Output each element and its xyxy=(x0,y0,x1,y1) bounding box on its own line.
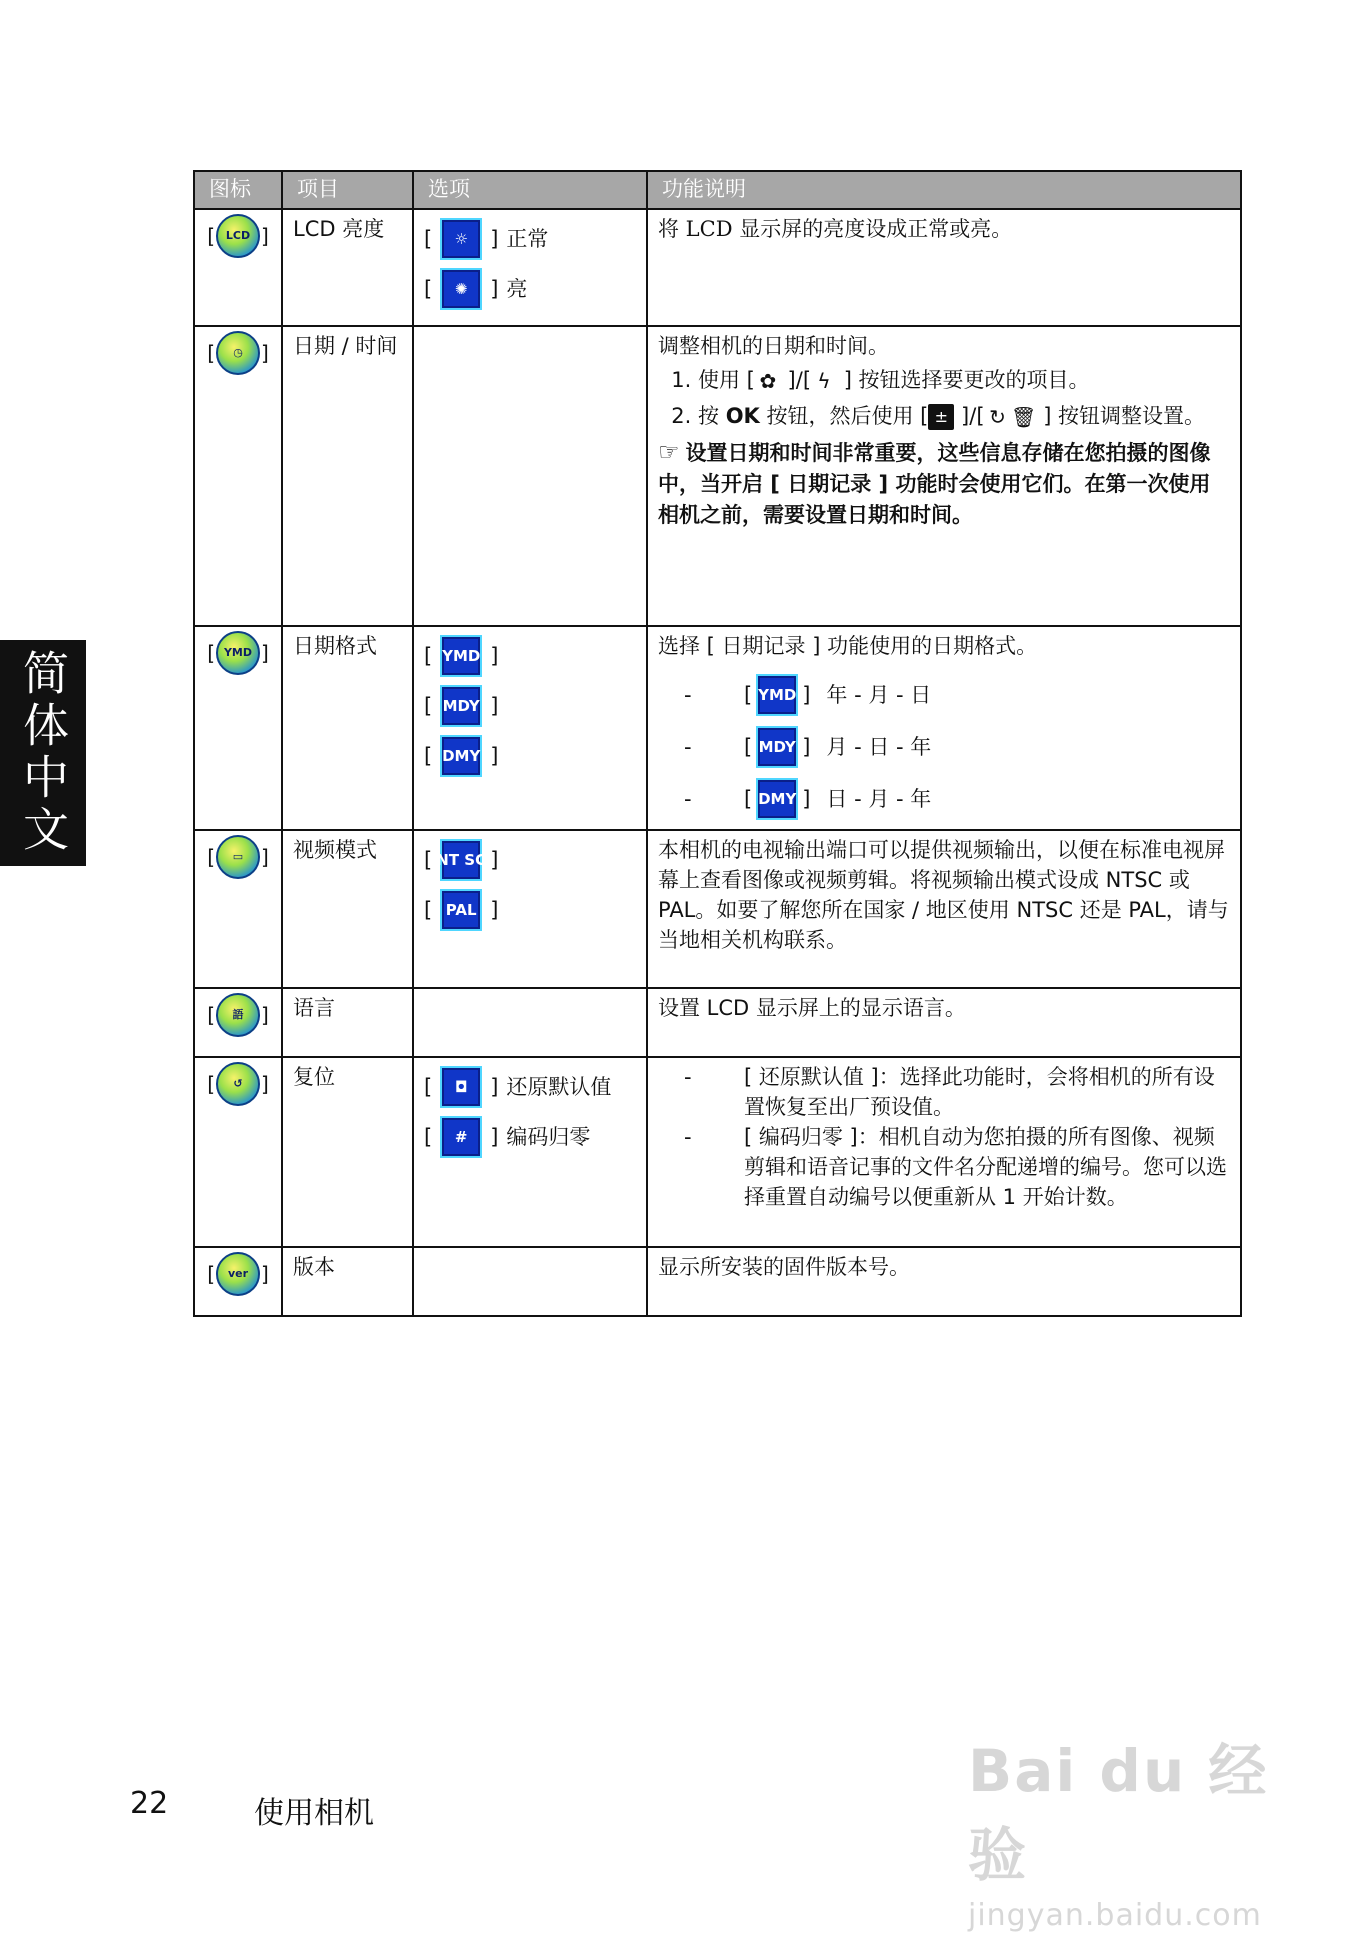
pal-icon: PAL xyxy=(440,889,482,931)
icon-cell: [ LCD ] xyxy=(194,209,282,326)
watermark-url: jingyan.baidu.com xyxy=(968,1898,1262,1933)
dmy-icon: DMY xyxy=(756,778,798,820)
icon-cell: [ YMD ] xyxy=(194,626,282,830)
date-format-icon: YMD xyxy=(216,631,260,675)
version-icon: ver xyxy=(216,1252,260,1296)
item-name: LCD 亮度 xyxy=(282,209,413,326)
description-text: 本相机的电视输出端口可以提供视频输出，以便在标准电视屏幕上查看图像或视频剪辑。将视频输出模式设成 NTSC 或 PAL。如要了解您所在国家 / 地区使用 NTSC 还是 PAL，请与当地相关机构联系。 xyxy=(658,838,1229,952)
icon-cell: [ ver ] xyxy=(194,1247,282,1316)
icon-cell: [ ◷ ] xyxy=(194,326,282,626)
item-name: 日期 / 时间 xyxy=(282,326,413,626)
chapter-title: 使用相机 xyxy=(254,1796,374,1831)
step-1: 1. 使用 [ ✿ ]/[ ϟ ] 按钮选择要更改的项目。 xyxy=(698,365,1230,395)
exposure-icon: ± xyxy=(928,404,954,430)
ntsc-icon: NT SC xyxy=(440,839,482,881)
date-time-icon: ◷ xyxy=(216,331,260,375)
option-bright: [ ✺ ] 亮 xyxy=(424,264,636,314)
pointing-hand-icon: ☞ xyxy=(658,438,680,466)
reset-icon: ↺ xyxy=(216,1062,260,1106)
options-cell xyxy=(413,988,647,1057)
list-item: - [ 编码归零 ]：相机自动为您拍摄的所有图像、视频剪辑和语音记事的文件名分配递增的编号。您可以选择重置自动编号以便重新从 1 开始计数。 xyxy=(684,1125,1227,1209)
options-cell xyxy=(413,830,647,988)
item-name: 版本 xyxy=(282,1247,413,1316)
header-description: 功能说明 xyxy=(647,171,1241,209)
description-cell xyxy=(647,988,1241,1057)
option-normal: [ ☼ ] 正常 xyxy=(424,214,636,264)
table-row-reset xyxy=(194,1057,1241,1247)
header-icon: 图标 xyxy=(194,171,282,209)
settings-table xyxy=(193,170,1242,1317)
brightness-normal-icon: ☼ xyxy=(440,218,482,260)
icon-cell: [ ↺ ] xyxy=(194,1057,282,1247)
mdy-icon: MDY xyxy=(756,726,798,768)
item-name: 视频模式 xyxy=(282,830,413,988)
note-text: ☞ 设置日期和时间非常重要，这些信息存储在您拍摄的图像中，当开启 [ 日期记录 ] 功能时会使用它们。在第一次使用相机之前，需要设置日期和时间。 xyxy=(658,438,1211,527)
language-side-tab: 简体中文 xyxy=(0,640,86,866)
table-row-video-mode xyxy=(194,830,1241,988)
table-header-row xyxy=(194,171,1241,209)
option-dmy: [ DMY ] xyxy=(424,731,636,781)
list-item: - [ 还原默认值 ]：选择此功能时，会将相机的所有设置恢复至出厂预设值。 xyxy=(684,1065,1215,1119)
description-text: 将 LCD 显示屏的亮度设成正常或亮。 xyxy=(658,217,1013,241)
lcd-brightness-icon: LCD xyxy=(216,214,260,258)
description-cell xyxy=(647,1057,1241,1247)
restore-defaults-icon: ◘ xyxy=(440,1066,482,1108)
options-cell xyxy=(413,1057,647,1247)
dmy-icon: DMY xyxy=(440,735,482,777)
header-options: 选项 xyxy=(413,171,647,209)
icon-cell: [ 語 ] xyxy=(194,988,282,1057)
list-item: - [ YMD ] 年 - 月 - 日 xyxy=(658,669,1230,721)
table-row-date-time xyxy=(194,326,1241,626)
option-mdy: [ MDY ] xyxy=(424,681,636,731)
table-row-lcd-brightness xyxy=(194,209,1241,326)
list-item: - [ DMY ] 日 - 月 - 年 xyxy=(658,773,1230,825)
mdy-icon: MDY xyxy=(440,685,482,727)
description-cell xyxy=(647,209,1241,326)
steps-list xyxy=(658,365,1230,431)
macro-flower-icon: ✿ xyxy=(759,369,777,393)
option-label: 编码归零 xyxy=(506,1125,591,1149)
item-name: 复位 xyxy=(282,1057,413,1247)
description-text: 调整相机的日期和时间。 xyxy=(658,334,889,358)
number-reset-icon: # xyxy=(440,1116,482,1158)
option-ntsc: [ NT SC ] xyxy=(424,835,636,885)
options-cell xyxy=(413,326,647,626)
option-ymd: [ YMD ] xyxy=(424,631,636,681)
table-row-date-format xyxy=(194,626,1241,830)
description-cell xyxy=(647,1247,1241,1316)
format-list xyxy=(658,669,1230,825)
ymd-icon: YMD xyxy=(440,635,482,677)
video-mode-icon: ▭ xyxy=(216,835,260,879)
trash-icon: 🗑 xyxy=(1010,405,1037,429)
description-text: 选择 [ 日期记录 ] 功能使用的日期格式。 xyxy=(658,634,1038,658)
icon-cell: [ ▭ ] xyxy=(194,830,282,988)
list-item: - [ MDY ] 月 - 日 - 年 xyxy=(658,721,1230,773)
item-name: 日期格式 xyxy=(282,626,413,830)
option-label: 正常 xyxy=(506,227,549,251)
description-text: 设置 LCD 显示屏上的显示语言。 xyxy=(658,996,966,1020)
option-label: 亮 xyxy=(506,277,528,301)
table-row-language xyxy=(194,988,1241,1057)
flash-icon: ϟ xyxy=(817,369,831,393)
language-icon: 語 xyxy=(216,993,260,1037)
description-text: 显示所安装的固件版本号。 xyxy=(658,1255,910,1279)
header-item: 项目 xyxy=(282,171,413,209)
description-cell xyxy=(647,326,1241,626)
self-timer-icon: ↻ xyxy=(989,405,1006,429)
baidu-watermark xyxy=(968,1724,1298,1933)
description-cell xyxy=(647,626,1241,830)
option-label: 还原默认值 xyxy=(506,1075,612,1099)
options-cell xyxy=(413,1247,647,1316)
brightness-bright-icon: ✺ xyxy=(440,268,482,310)
item-name: 语言 xyxy=(282,988,413,1057)
option-pal: [ PAL ] xyxy=(424,885,636,935)
page-number: 22 xyxy=(130,1786,169,1821)
table-row-version xyxy=(194,1247,1241,1316)
step-2: 2. 按 OK 按钮，然后使用 [ ± ]/[ ↻ 🗑 ] 按钮调整设置。 xyxy=(698,401,1230,431)
ymd-icon: YMD xyxy=(756,674,798,716)
options-cell xyxy=(413,209,647,326)
option-number-reset: [ # ] 编码归零 xyxy=(424,1112,636,1162)
description-cell xyxy=(647,830,1241,988)
option-restore-defaults: [ ◘ ] 还原默认值 xyxy=(424,1062,636,1112)
options-cell xyxy=(413,626,647,830)
watermark-logo: Bai du 经验 xyxy=(968,1737,1269,1889)
